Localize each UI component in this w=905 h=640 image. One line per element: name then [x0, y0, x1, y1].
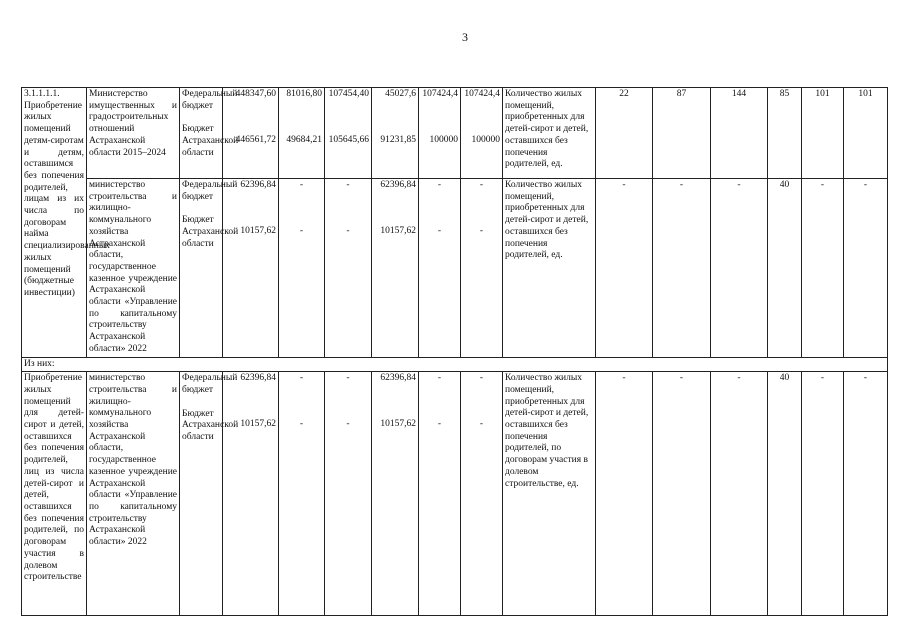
- value: -: [299, 373, 304, 384]
- target-value: -: [711, 179, 768, 358]
- value: -: [437, 373, 442, 384]
- value: -: [346, 418, 350, 429]
- target-value: -: [596, 372, 653, 616]
- value: -: [437, 418, 442, 429]
- executor-cell: Министерство имущественных и градостроительных отношений Астраханской области 2015–2024: [87, 88, 180, 179]
- value: 100000: [471, 134, 500, 145]
- value: 49684,21: [286, 134, 322, 145]
- table-row: [22, 357, 888, 372]
- source-cell: Федеральный бюджет Бюджет Астраханской области: [180, 372, 223, 616]
- value: 10157,62: [240, 418, 276, 429]
- target-value: -: [596, 179, 653, 358]
- value: -: [346, 225, 350, 236]
- value: -: [479, 225, 484, 236]
- value: 81016,80: [286, 89, 322, 99]
- value: -: [479, 373, 484, 384]
- value: 62396,84: [240, 180, 276, 190]
- measure-name-cell: 3.1.1.1.1. Приобретение жилых помещений детям-сиротам и детям, оставшимся без попечения родителей, лицам из их числа по договорам найма специализированных жилых помещений (бюджетные инвестиции): [22, 88, 87, 358]
- target-value: 101: [802, 88, 844, 179]
- target-value: -: [802, 372, 844, 616]
- value: 62396,84: [380, 373, 416, 384]
- target-value: 22: [596, 88, 653, 179]
- value: -: [299, 418, 304, 429]
- value: 91231,85: [380, 134, 416, 145]
- table-row: [22, 88, 888, 179]
- target-value: 144: [711, 88, 768, 179]
- value: -: [299, 180, 304, 190]
- executor-cell: министерство строительства и жилищно-коммунального хозяйства Астраханской области, государственное казенное учреждение Астраханской области «Управление по капитальному строительству Астраханской области» 2022: [87, 179, 180, 358]
- executor-cell: министерство строительства и жилищно-коммунального хозяйства Астраханской области, государственное казенное учреждение Астраханской области «Управление по капитальному строительству Астраханской области» 2022: [87, 372, 180, 616]
- value: 62396,84: [380, 180, 416, 190]
- program-table: [21, 87, 888, 616]
- value: -: [437, 225, 442, 236]
- value: 107424,4: [422, 89, 458, 99]
- indicator-cell: Количество жилых помещений, приобретенных для детей-сирот и детей, оставшихся без попечения родителей, ед.: [503, 88, 596, 179]
- value: 10157,62: [240, 225, 276, 236]
- value: -: [479, 418, 484, 429]
- target-value: -: [802, 179, 844, 358]
- value: -: [479, 180, 484, 190]
- target-value: 85: [768, 88, 802, 179]
- value: -: [437, 180, 442, 190]
- target-value: -: [844, 179, 888, 358]
- value: 105645,66: [328, 134, 369, 145]
- value: 446561,72: [235, 134, 276, 145]
- target-value: 40: [768, 179, 802, 358]
- value: -: [346, 373, 350, 384]
- source-cell: Федеральный бюджет Бюджет Астраханской области: [180, 179, 223, 358]
- source-cell: Федеральный бюджет Бюджет Астраханской области: [180, 88, 223, 179]
- value: 448347,60: [235, 89, 276, 99]
- value: 10157,62: [380, 418, 416, 429]
- target-value: -: [844, 372, 888, 616]
- target-value: 101: [844, 88, 888, 179]
- target-value: 87: [653, 88, 711, 179]
- measure-name-cell: Приобретение жилых помещений для детей-сирот и детей, оставшихся без попечения родителей, лиц из числа детей-сирот и детей, оставшихся без попечения родителей, по договорам участия в долевом строительстве: [22, 372, 87, 616]
- page-number: 3: [462, 30, 468, 44]
- subheader: Из них:: [22, 357, 888, 372]
- value: 100000: [429, 134, 458, 145]
- value: -: [346, 180, 350, 190]
- table-row: [22, 372, 888, 616]
- value: 107454,40: [328, 89, 369, 99]
- value: 62396,84: [240, 373, 276, 384]
- target-value: -: [653, 179, 711, 358]
- target-value: 40: [768, 372, 802, 616]
- target-value: -: [653, 372, 711, 616]
- value: 45027,6: [385, 89, 416, 99]
- table-row: [22, 179, 888, 358]
- value: 107424,4: [464, 89, 500, 99]
- value: 10157,62: [380, 225, 416, 236]
- indicator-cell: Количество жилых помещений, приобретенных для детей-сирот и детей, оставшихся без попечения родителей, по договорам участия в долевом строительстве, ед.: [503, 372, 596, 616]
- indicator-cell: Количество жилых помещений, приобретенных для детей-сирот и детей, оставшихся без попечения родителей, ед.: [503, 179, 596, 358]
- value: -: [299, 225, 304, 236]
- target-value: -: [711, 372, 768, 616]
